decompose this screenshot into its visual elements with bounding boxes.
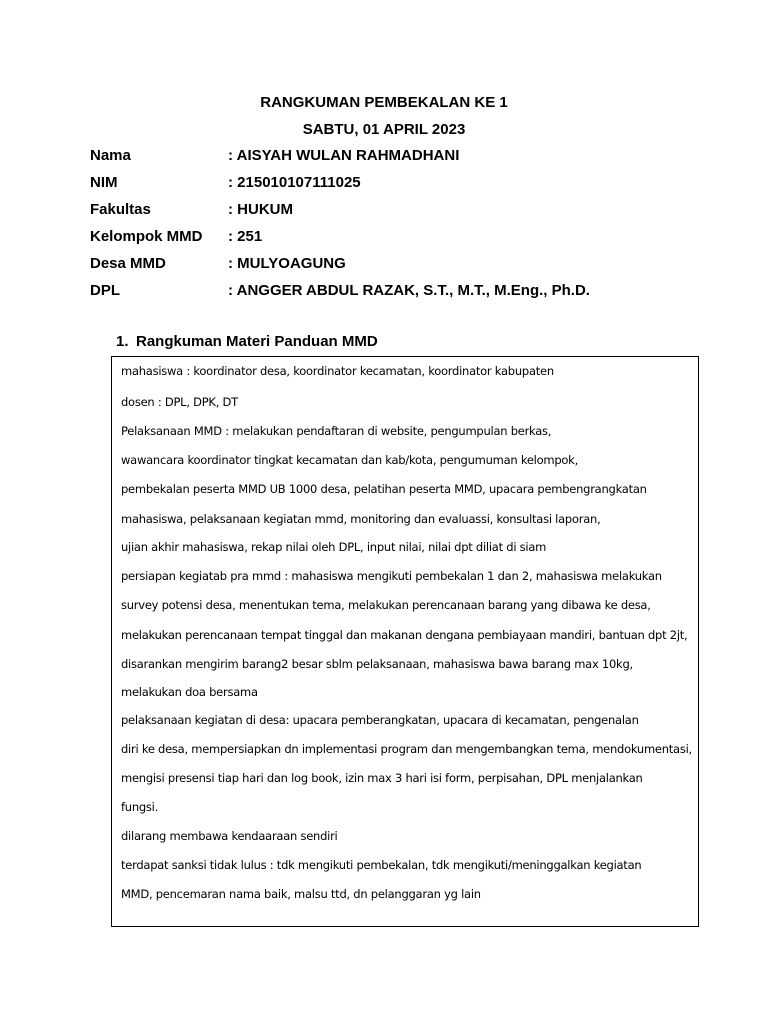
summary-line: melakukan perencanaan tempat tinggal dan makanan dengana pembiayaan mandiri, bantuan dpt 2jt, bbox=[121, 628, 688, 642]
summary-line: disarankan mengirim barang2 besar sblm pelaksanaan, mahasiswa bawa barang max 10kg, bbox=[121, 657, 633, 671]
document-title: RANGKUMAN PEMBEKALAN KE 1 bbox=[260, 94, 508, 111]
summary-box bbox=[111, 356, 699, 927]
summary-line: mahasiswa, pelaksanaan kegiatan mmd, monitoring dan evaluassi, konsultasi laporan, bbox=[121, 512, 601, 526]
info-value: : HUKUM bbox=[228, 201, 293, 218]
summary-line: pelaksanaan kegiatan di desa: upacara pemberangkatan, upacara di kecamatan, pengenalan bbox=[121, 713, 639, 727]
summary-line: MMD, pencemaran nama baik, malsu ttd, dn pelanggaran yg lain bbox=[121, 887, 481, 901]
summary-line: mengisi presensi tiap hari dan log book, izin max 3 hari isi form, perpisahan, DPL menjalankan bbox=[121, 771, 643, 785]
info-row-nama bbox=[90, 147, 710, 165]
info-label: Fakultas bbox=[90, 201, 151, 218]
summary-line: dosen : DPL, DPK, DT bbox=[121, 395, 238, 409]
info-value: : ANGGER ABDUL RAZAK, S.T., M.T., M.Eng., Ph.D. bbox=[228, 282, 590, 299]
section-heading bbox=[116, 333, 378, 351]
section-heading-text: Rangkuman Materi Panduan MMD bbox=[136, 333, 378, 350]
summary-line: melakukan doa bersama bbox=[121, 685, 258, 699]
info-value: : MULYOAGUNG bbox=[228, 255, 346, 272]
summary-line: pembekalan peserta MMD UB 1000 desa, pelatihan peserta MMD, upacara pembengrangkatan bbox=[121, 482, 647, 496]
document-date: SABTU, 01 APRIL 2023 bbox=[302, 121, 466, 138]
info-label: NIM bbox=[90, 174, 118, 191]
summary-line: mahasiswa : koordinator desa, koordinator kecamatan, koordinator kabupaten bbox=[121, 364, 554, 378]
summary-line: survey potensi desa, menentukan tema, melakukan perencanaan barang yang dibawa ke desa, bbox=[121, 598, 651, 612]
info-value: : AISYAH WULAN RAHMADHANI bbox=[228, 147, 460, 164]
info-row-kelompok bbox=[90, 228, 710, 246]
info-label: DPL bbox=[90, 282, 120, 299]
summary-line: diri ke desa, mempersiapkan dn implementasi program dan mengembangkan tema, mendokumentasi, bbox=[121, 742, 692, 756]
info-label: Kelompok MMD bbox=[90, 228, 203, 245]
summary-line: persiapan kegiatab pra mmd : mahasiswa mengikuti pembekalan 1 dan 2, mahasiswa melakukan bbox=[121, 569, 662, 583]
info-row-fakultas bbox=[90, 201, 710, 219]
info-row-dpl bbox=[90, 282, 710, 300]
summary-line: ujian akhir mahasiswa, rekap nilai oleh DPL, input nilai, nilai dpt diliat di siam bbox=[121, 540, 547, 554]
info-label: Nama bbox=[90, 147, 131, 164]
summary-line: wawancara koordinator tingkat kecamatan dan kab/kota, pengumuman kelompok, bbox=[121, 453, 578, 467]
info-value: : 215010107111025 bbox=[228, 174, 361, 191]
summary-line: fungsi. bbox=[121, 800, 159, 814]
info-label: Desa MMD bbox=[90, 255, 166, 272]
summary-line: dilarang membawa kendaaraan sendiri bbox=[121, 829, 338, 843]
summary-line: Pelaksanaan MMD : melakukan pendaftaran di website, pengumpulan berkas, bbox=[121, 424, 552, 438]
info-row-desa bbox=[90, 255, 710, 273]
summary-line: terdapat sanksi tidak lulus : tdk mengikuti pembekalan, tdk mengikuti/meninggalkan kegiatan bbox=[121, 858, 642, 872]
section-number: 1. bbox=[116, 333, 129, 350]
info-value: : 251 bbox=[228, 228, 263, 245]
info-row-nim bbox=[90, 174, 710, 192]
